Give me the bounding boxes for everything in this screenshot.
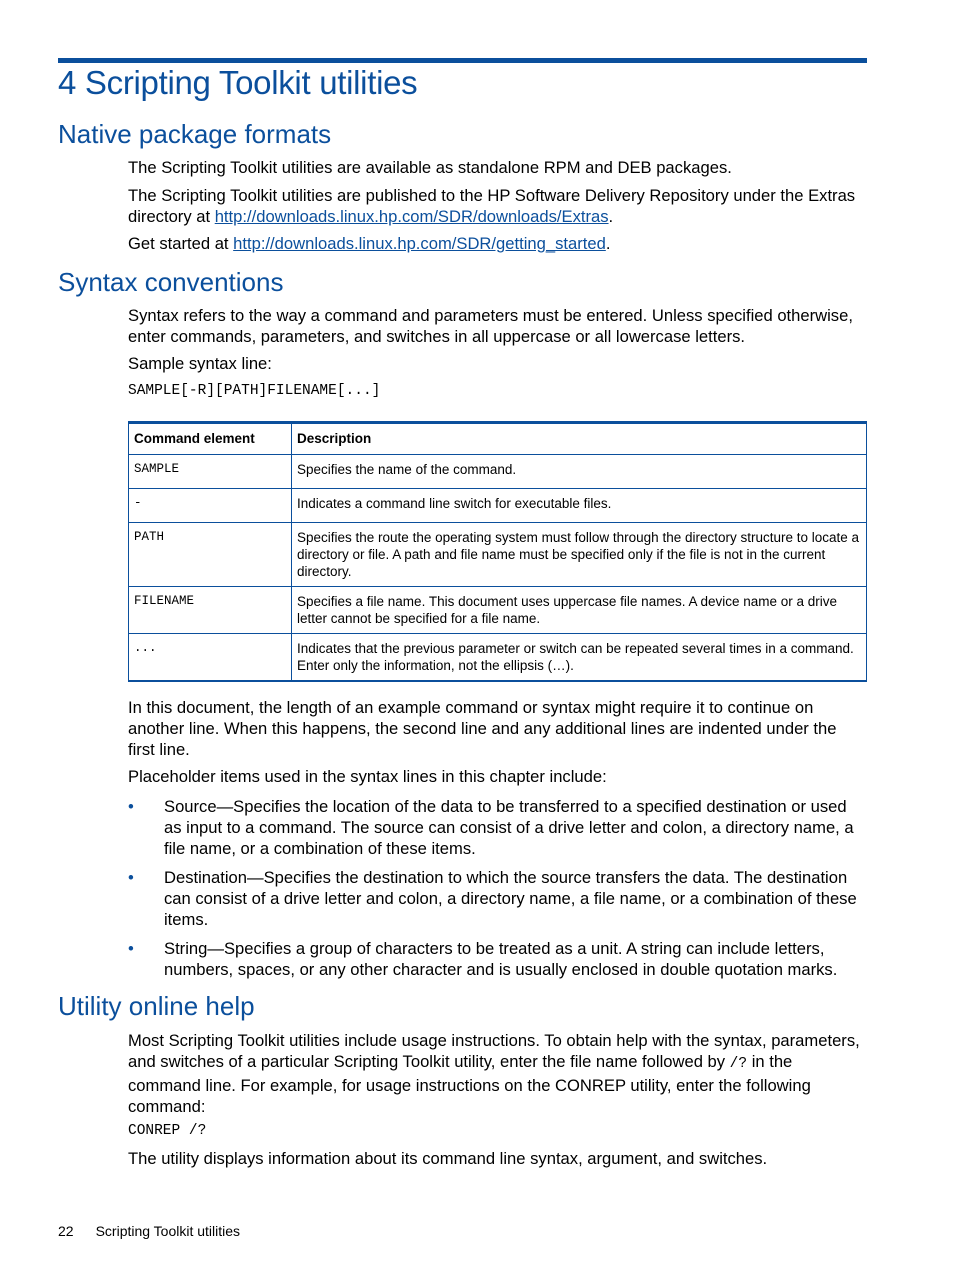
header-command-element: Command element (129, 423, 292, 455)
chapter-title: 4 Scripting Toolkit utilities (58, 64, 418, 101)
heading-syntax-conventions: Syntax conventions (58, 267, 284, 297)
table-row (129, 587, 867, 634)
chapter-rule (58, 58, 867, 63)
table-cell-description: Specifies a file name. This document uses uppercase file names. A device name or a drive letter cannot be specified for a file name. (292, 587, 867, 634)
help-command: CONREP /? (128, 1123, 207, 1139)
list-item (128, 938, 867, 980)
table-cell-element: PATH (129, 523, 292, 587)
running-title: Scripting Toolkit utilities (95, 1223, 241, 1239)
table-cell-element: ... (129, 634, 292, 682)
help-paragraph-1-b: in the command line. For example, for usage instructions on the CONREP utility, enter the following command: (128, 1052, 811, 1116)
table-cell-description: Specifies the route the operating system must follow through the directory structure to locate a directory or file. A path and file name must be specified only if the file is not in the current directory. (292, 523, 867, 587)
help-paragraph-1 (128, 1030, 867, 1117)
heading-utility-online-help: Utility online help (58, 991, 255, 1021)
table-cell-element: SAMPLE (129, 455, 292, 489)
list-item (128, 796, 867, 859)
help-inline-code: /? (729, 1056, 748, 1072)
syntax-paragraph-4: Placeholder items used in the syntax lines in this chapter include: (128, 767, 607, 786)
table-row (129, 634, 867, 682)
list-item-text: Source—Specifies the location of the data to be transferred to a specified destination or used as input to a command. The source can consist of a drive letter and colon, a directory name, a file name, or a combination of these items. (164, 797, 854, 858)
native-paragraph-3 (128, 233, 867, 254)
heading-native-package-formats: Native package formats (58, 119, 332, 149)
table-cell-description: Specifies the name of the command. (292, 455, 867, 489)
extras-link[interactable]: http://downloads.linux.hp.com/SDR/downloads/Extras (214, 207, 609, 226)
table-cell-element: FILENAME (129, 587, 292, 634)
native-paragraph-2-text: The Scripting Toolkit utilities are published to the HP Software Delivery Repository under the Extras directory at (128, 186, 856, 226)
table-row (129, 523, 867, 587)
table-row (129, 455, 867, 489)
table-cell-description: Indicates that the previous parameter or switch can be repeated several times in a command. Enter only the information, not the ellipsis (…). (292, 634, 867, 682)
native-paragraph-2 (128, 185, 867, 227)
syntax-paragraph-3: In this document, the length of an example command or syntax might require it to continue on another line. When this happens, the second line and any additional lines are indented under the first line. (128, 698, 837, 759)
getting-started-link[interactable]: http://downloads.linux.hp.com/SDR/getting_started (233, 234, 606, 253)
native-paragraph-3-text: Get started at (128, 234, 234, 253)
bullet-icon: • (128, 939, 134, 958)
syntax-paragraph-2: Sample syntax line: (128, 354, 272, 373)
table-cell-element: - (129, 489, 292, 523)
native-paragraph-2-end: . (608, 207, 614, 226)
bullet-icon: • (128, 797, 134, 816)
native-paragraph-1: The Scripting Toolkit utilities are available as standalone RPM and DEB packages. (128, 158, 732, 177)
table-cell-description: Indicates a command line switch for executable files. (292, 489, 867, 523)
sample-syntax-line: SAMPLE[-R][PATH]FILENAME[...] (128, 383, 381, 399)
help-paragraph-1-a: Most Scripting Toolkit utilities include usage instructions. To obtain help with the syntax, parameters, and switches of a particular Scripting Toolkit utility, enter the file name followed by (128, 1031, 860, 1071)
page-number: 22 (58, 1223, 74, 1239)
list-item-text: Destination—Specifies the destination to which the source transfers the data. The destination can consist of a drive letter and colon, a directory name, a file name, or a combination of these items. (164, 868, 857, 929)
placeholder-list (128, 796, 867, 988)
native-paragraph-3-end: . (605, 234, 611, 253)
table-row (129, 489, 867, 523)
help-paragraph-2: The utility displays information about its command line syntax, argument, and switches. (128, 1149, 768, 1168)
list-item-text: String—Specifies a group of characters to be treated as a unit. A string can include letters, numbers, spaces, or any other character and is usually enclosed in double quotation marks. (164, 939, 838, 979)
page-footer (58, 1223, 240, 1239)
command-element-table (128, 421, 867, 682)
list-item (128, 867, 867, 930)
syntax-paragraph-1: Syntax refers to the way a command and parameters must be entered. Unless specified otherwise, enter commands, parameters, and switches in all uppercase or all lowercase letters. (128, 306, 853, 346)
bullet-icon: • (128, 868, 134, 887)
table-header-row (129, 423, 867, 455)
header-description: Description (292, 423, 867, 455)
